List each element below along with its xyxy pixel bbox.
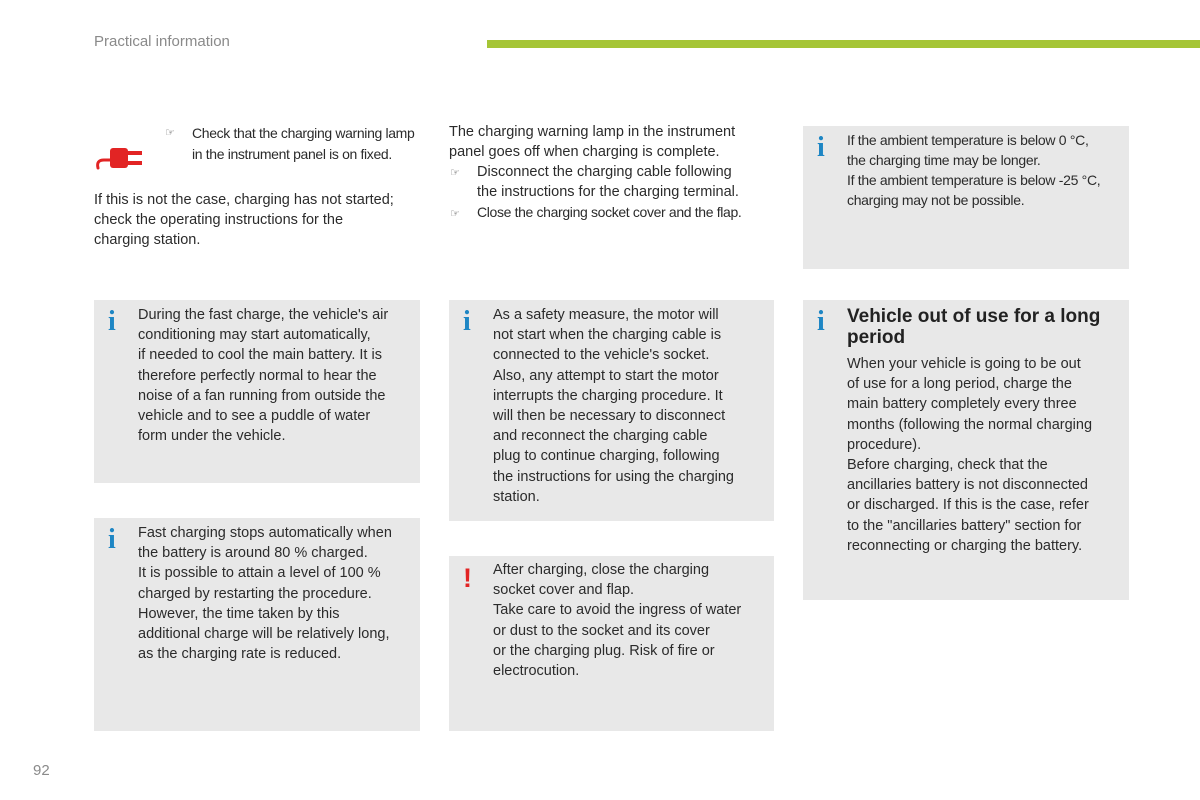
after-charging-text: After charging, close the charging socket cover and flap. Take care to avoid the ingress of water or dust to the socket and its cover or the charging plug. Risk of fire or electrocution. <box>493 562 742 680</box>
disconnect-cable-instruction: Disconnect the charging cable following the instructions for the charging terminal. <box>477 164 739 201</box>
pointing-hand-icon: ☞ <box>450 208 460 220</box>
pointing-hand-icon: ☞ <box>165 127 175 139</box>
temperature-info-box <box>803 126 1129 269</box>
out-of-use-info-box <box>803 300 1129 600</box>
out-of-use-title: Vehicle out of use for a long period <box>847 306 1101 348</box>
lamp-off-intro: The charging warning lamp in the instrument panel goes off when charging is complete. <box>449 124 736 161</box>
info-icon: i <box>817 132 825 163</box>
pointing-hand-icon: ☞ <box>450 167 460 179</box>
check-lamp-instruction: Check that the charging warning lamp in the instrument panel is on fixed. <box>192 125 415 162</box>
temperature-info-text: If the ambient temperature is below 0 °C, the charging time may be longer. If the ambient temperature is below -25 °C, charging may not be possible. <box>847 132 1101 208</box>
out-of-use-text: Vehicle out of use for a long period When your vehicle is going to be out of use for a long period, charge the main battery completely every three months (following the normal charging procedure). Before charging, check that the ancillaries battery is not disconnected or discharged. If this is the case, refer to the "ancillaries battery" section for reconnecting or charging the battery. <box>847 306 1101 554</box>
page-number: 92 <box>33 762 50 779</box>
fast-charge-stop-info-box <box>94 518 420 731</box>
exclamation-icon: ! <box>463 563 472 593</box>
close-cover-instruction: Close the charging socket cover and the flap. <box>477 204 742 220</box>
after-charging-warning-box <box>449 556 774 731</box>
charging-not-started-note: If this is not the case, charging has not started; check the operating instructions for the charging station. <box>94 192 394 249</box>
fast-charge-stop-text: Fast charging stops automatically when the battery is around 80 % charged. It is possible to attain a level of 100 % charged by restarting the procedure. However, the time taken by this additional charge will be relatively long, as the charging rate is reduced. <box>138 525 392 663</box>
safety-info-box <box>449 300 774 521</box>
charging-plug-icon <box>94 138 150 172</box>
info-icon: i <box>463 306 471 337</box>
fast-charge-ac-info-box <box>94 300 420 483</box>
safety-info-text: As a safety measure, the motor will not start when the charging cable is connected to the vehicle's socket. Also, any attempt to start the motor interrupts the charging procedure. It will then be necessary to disconnect and reconnect the charging cable plug to continue charging, following the instructions for using the charging station. <box>493 307 734 505</box>
section-title: Practical information <box>94 33 230 50</box>
fast-charge-ac-text: During the fast charge, the vehicle's air conditioning may start automatically, if needed to cool the main battery. It is therefore perfectly normal to hear the noise of a fan running from outside the vehicle and to see a puddle of water form under the vehicle. <box>138 307 389 445</box>
section-accent-bar <box>487 40 1200 48</box>
info-icon: i <box>817 306 825 337</box>
info-icon: i <box>108 524 116 555</box>
info-icon: i <box>108 306 116 337</box>
